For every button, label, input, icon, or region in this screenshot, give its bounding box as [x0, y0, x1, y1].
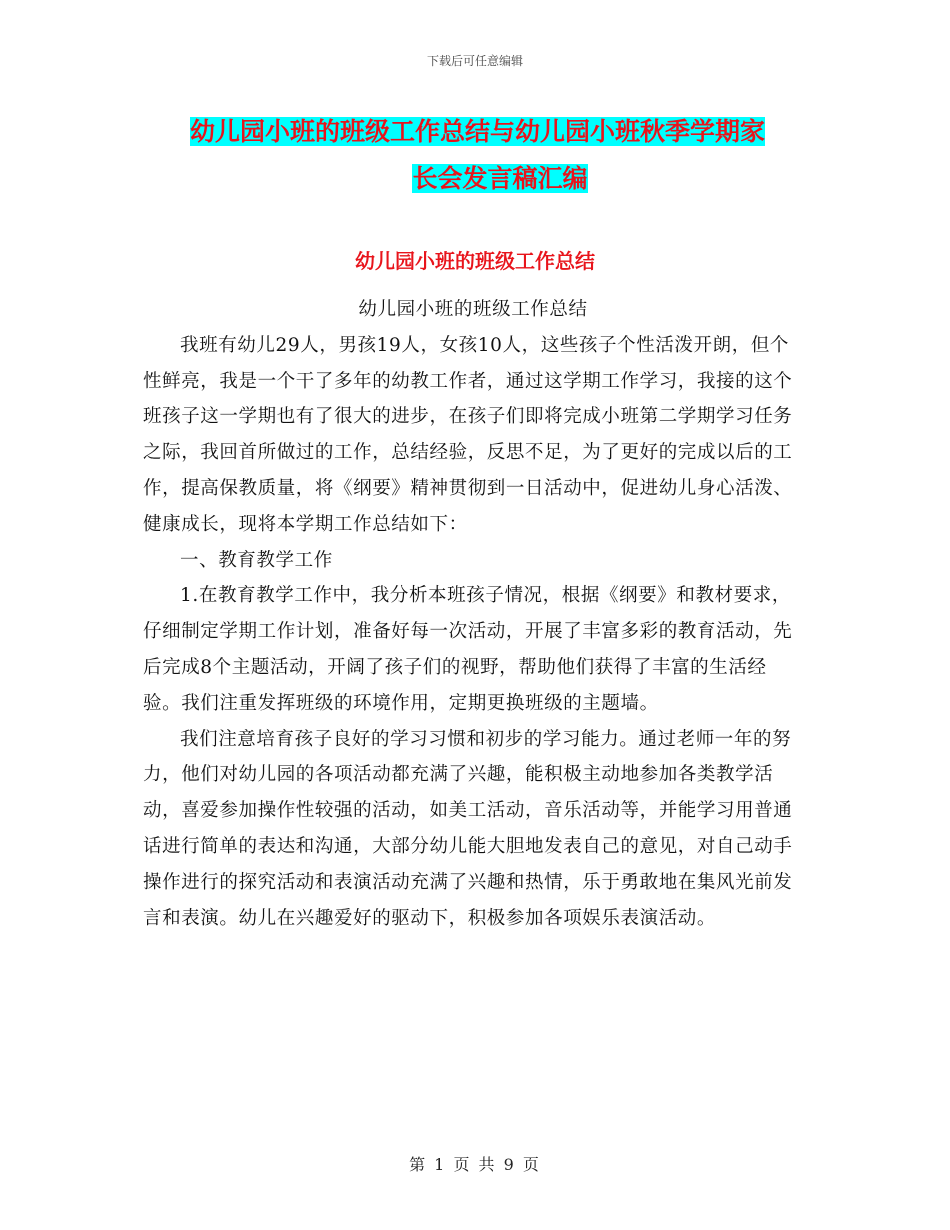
paragraph-teaching: 1.在教育教学工作中，我分析本班孩子情况，根据《纲要》和教材要求，仔细制定学期工作计划，准备好每一次活动，开展了丰富多彩的教育活动，先后完成8个主题活动，开阔了孩子们的视野，帮助他们获得了丰富的生活经验。我们注重发挥班级的环境作用，定期更换班级的主题墙。 [143, 585, 793, 714]
document-body [143, 292, 803, 936]
title-line-1: 幼儿园小班的班级工作总结与幼儿园小班秋季学期家 [190, 117, 766, 146]
paragraph-learning-habits: 我们注意培育孩子良好的学习习惯和初步的学习能力。通过老师一年的努力，他们对幼儿园的各项活动都充满了兴趣，能积极主动地参加各类教学活动，喜爱参加操作性较强的活动，如美工活动，音乐活动等，并能学习用普通话进行简单的表达和沟通，大部分幼儿能大胆地发表自己的意见，对自己动手操作进行的探究活动和表演活动充满了兴趣和热情，乐于勇敢地在集风光前发言和表演。幼儿在兴趣爱好的驱动下，积极参加各项娱乐表演活动。 [143, 728, 793, 929]
document-title [190, 108, 810, 202]
heading-education-work: 一、教育教学工作 [180, 549, 333, 571]
page-indicator: 第 1 页 共 9 页 [409, 1155, 541, 1174]
paragraph-intro: 我班有幼儿29人，男孩19人，女孩10人，这些孩子个性活泼开朗，但个性鲜亮，我是一个干了多年的幼教工作者，通过这学期工作学习，我接的这个班孩子这一学期也有了很大的进步，在孩子们即将完成小班第二学期学习任务之际，我回首所做过的工作，总结经验，反思不足，为了更好的完成以后的工作，提高保教质量，将《纲要》精神贯彻到一日活动中，促进幼儿身心活泼、健康成长，现将本学期工作总结如下： [143, 334, 793, 535]
document-subtitle: 幼儿园小班的班级工作总结 [358, 299, 588, 320]
section-title: 幼儿园小班的班级工作总结 [355, 249, 595, 273]
title-line-2: 长会发言稿汇编 [412, 164, 588, 193]
header-note: 下载后可任意编辑 [426, 54, 523, 68]
